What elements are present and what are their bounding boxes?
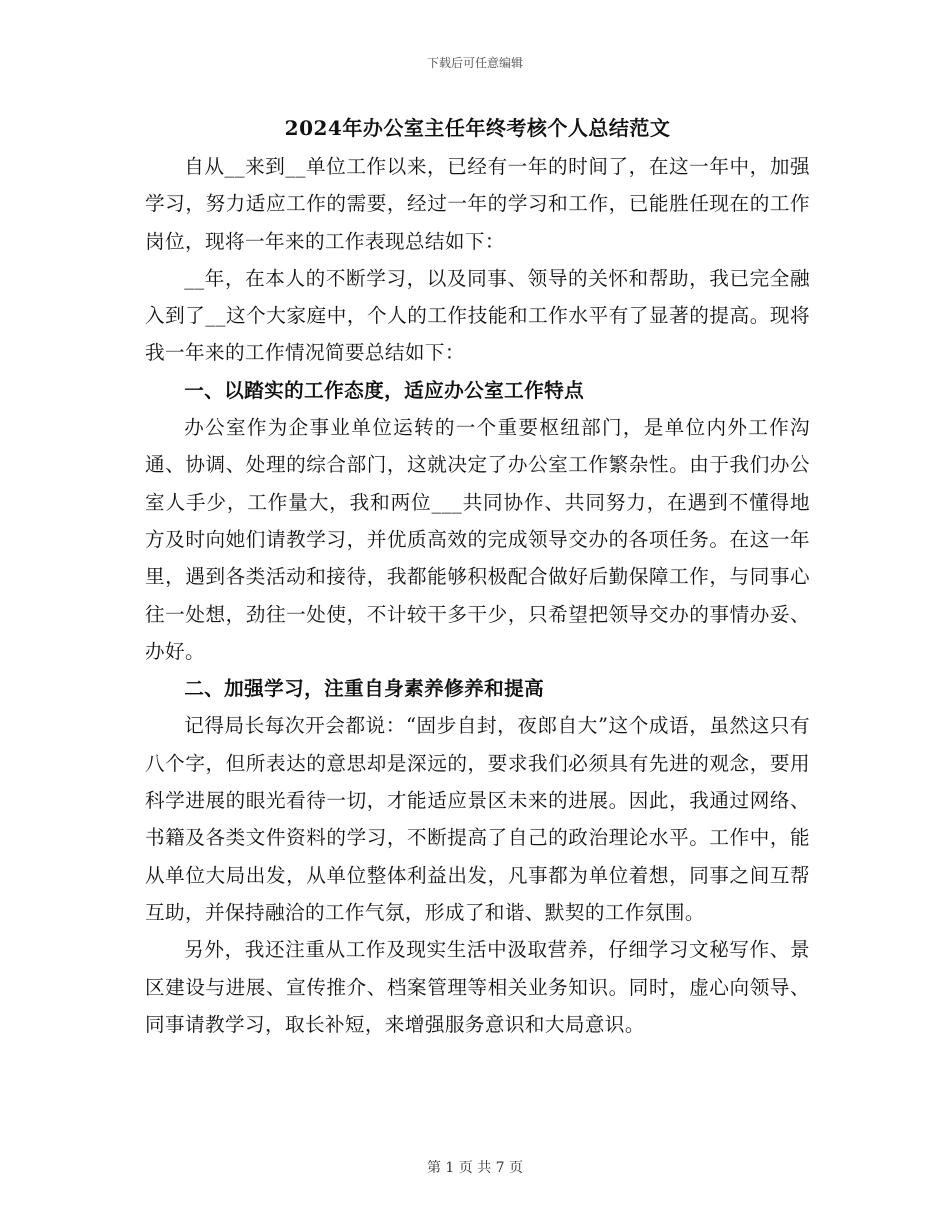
- document-title: 2024年办公室主任年终考核个人总结范文: [284, 116, 671, 140]
- intro-paragraph-1: 自从__来到__单位工作以来，已经有一年的时间了，在这一年中，加强学习，努力适应工作的需要，经过一年的学习和工作，已能胜任现在的工作岗位，现将一年来的工作表现总结如下：: [145, 155, 810, 253]
- page-number: 第 1 页 共 7 页: [426, 1160, 524, 1176]
- section-2-paragraph-1: 记得局长每次开会都说：“固步自封，夜郎自大”这个成语，虽然这只有八个字，但所表达的意思却是深远的，要求我们必须具有先进的观念，要用科学进展的眼光看待一切，才能适应景区未来的进展。因此，我通过网络、书籍及各类文件资料的学习，不断提高了自己的政治理论水平。工作中，能从单位大局出发，从单位整体利益出发，凡事都为单位着想，同事之间互帮互助，并保持融洽的工作气氛，形成了和谐、默契的工作氛围。: [145, 714, 810, 924]
- section-2-paragraph-2: 另外，我还注重从工作及现实生活中汲取营养，仔细学习文秘写作、景区建设与进展、宣传推介、档案管理等相关业务知识。同时，虚心向领导、同事请教学习，取长补短，来增强服务意识和大局意识。: [145, 938, 810, 1036]
- page-header-note: 下载后可任意编辑: [426, 56, 523, 70]
- section-2-heading: 二、加强学习，注重自身素养修养和提高: [184, 677, 545, 701]
- document-body: [145, 112, 810, 1043]
- section-1-paragraph-1: 办公室作为企事业单位运转的一个重要枢纽部门，是单位内外工作沟通、协调、处理的综合部门，这就决定了办公室工作繁杂性。由于我们办公室人手少，工作量大，我和两位___共同协作、共同努力，在遇到不懂得地方及时向她们请教学习，并优质高效的完成领导交办的各项任务。在这一年里，遇到各类活动和接待，我都能够积极配合做好后勤保障工作，与同事心往一处想，劲往一处使，不计较干多干少，只希望把领导交办的事情办妥、办好。: [145, 416, 810, 663]
- section-1-heading: 一、以踏实的工作态度，适应办公室工作特点: [184, 378, 585, 402]
- intro-paragraph-2: __年，在本人的不断学习，以及同事、领导的关怀和帮助，我已完全融入到了__这个大家庭中，个人的工作技能和工作水平有了显著的提高。现将我一年来的工作情况简要总结如下：: [145, 266, 810, 365]
